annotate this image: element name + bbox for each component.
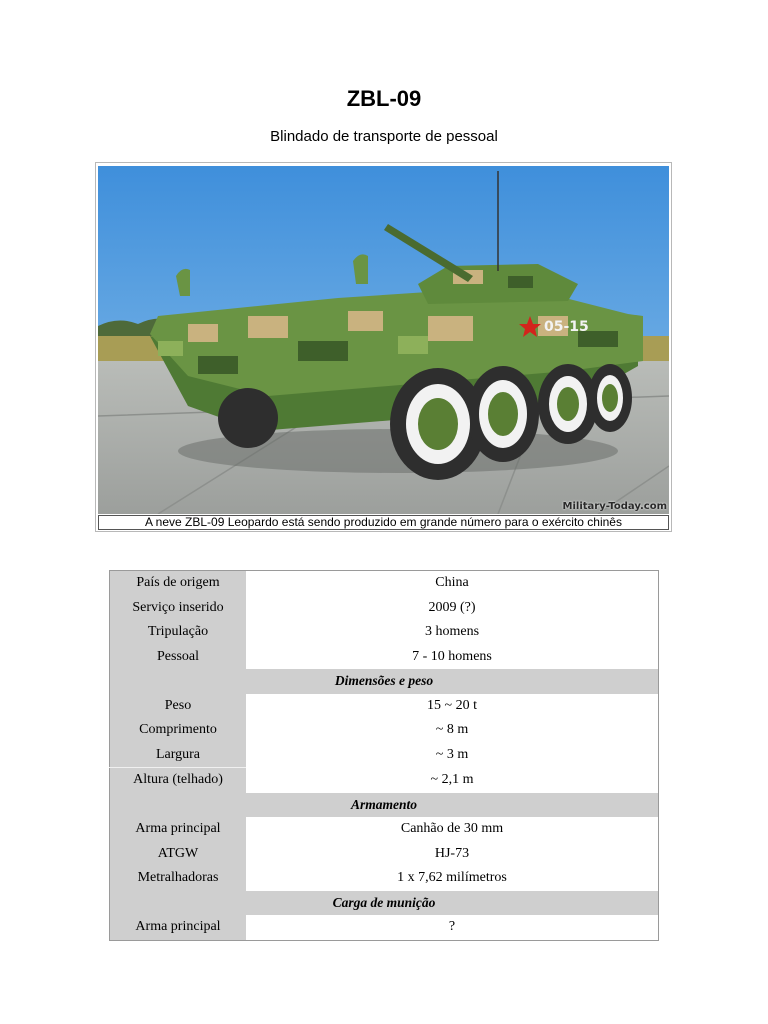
- table-row: [110, 694, 659, 719]
- table-row: [110, 768, 659, 793]
- spec-value: HJ-73: [246, 842, 659, 867]
- spec-label: Arma principal: [110, 817, 247, 842]
- spec-value: ?: [246, 915, 659, 940]
- table-row: [110, 817, 659, 842]
- spec-value: 3 homens: [246, 620, 659, 645]
- spec-value: 2009 (?): [246, 596, 659, 621]
- table-row: [110, 866, 659, 891]
- section-row: [110, 793, 659, 818]
- table-row: [110, 743, 659, 768]
- spec-value: 7 - 10 homens: [246, 645, 659, 670]
- spec-label: Tripulação: [110, 620, 247, 645]
- spec-value: 15 ~ 20 t: [246, 694, 659, 719]
- section-title-ammo: Carga de munição: [110, 891, 659, 916]
- spec-value: Canhão de 30 mm: [246, 817, 659, 842]
- spec-value: 1 x 7,62 milímetros: [246, 866, 659, 891]
- spec-label: Largura: [110, 743, 247, 768]
- hull-marking: 05-15: [544, 319, 589, 335]
- table-row: [110, 571, 659, 596]
- spec-label: Comprimento: [110, 718, 247, 743]
- vehicle-photo: [98, 166, 669, 514]
- spec-label: Altura (telhado): [110, 768, 247, 793]
- spec-label: País de origem: [110, 571, 247, 596]
- spec-value: ~ 3 m: [246, 743, 659, 768]
- specs-table: [109, 570, 659, 941]
- spec-label: Serviço inserido: [110, 596, 247, 621]
- spec-label: Pessoal: [110, 645, 247, 670]
- table-row: [110, 596, 659, 621]
- table-row: [110, 915, 659, 940]
- table-row: [110, 718, 659, 743]
- table-row: [110, 842, 659, 867]
- section-row: [110, 891, 659, 916]
- spec-value: ~ 2,1 m: [246, 768, 659, 793]
- photo-watermark: Military-Today.com: [562, 501, 667, 512]
- spec-value: ~ 8 m: [246, 718, 659, 743]
- section-row: [110, 669, 659, 694]
- page-subtitle: Blindado de transporte de pessoal: [270, 128, 498, 145]
- spec-label: ATGW: [110, 842, 247, 867]
- section-title-dimensions: Dimensões e peso: [110, 669, 659, 694]
- spec-label: Peso: [110, 694, 247, 719]
- spec-label: Arma principal: [110, 915, 247, 940]
- spec-label: Metralhadoras: [110, 866, 247, 891]
- spec-value: China: [246, 571, 659, 596]
- section-title-armament: Armamento: [110, 793, 659, 818]
- table-row: [110, 620, 659, 645]
- vehicle-figure: [95, 162, 672, 532]
- table-row: [110, 645, 659, 670]
- figure-caption: A neve ZBL-09 Leopardo está sendo produzido em grande número para o exército chinês: [98, 515, 669, 530]
- page-title: ZBL-09: [346, 86, 422, 111]
